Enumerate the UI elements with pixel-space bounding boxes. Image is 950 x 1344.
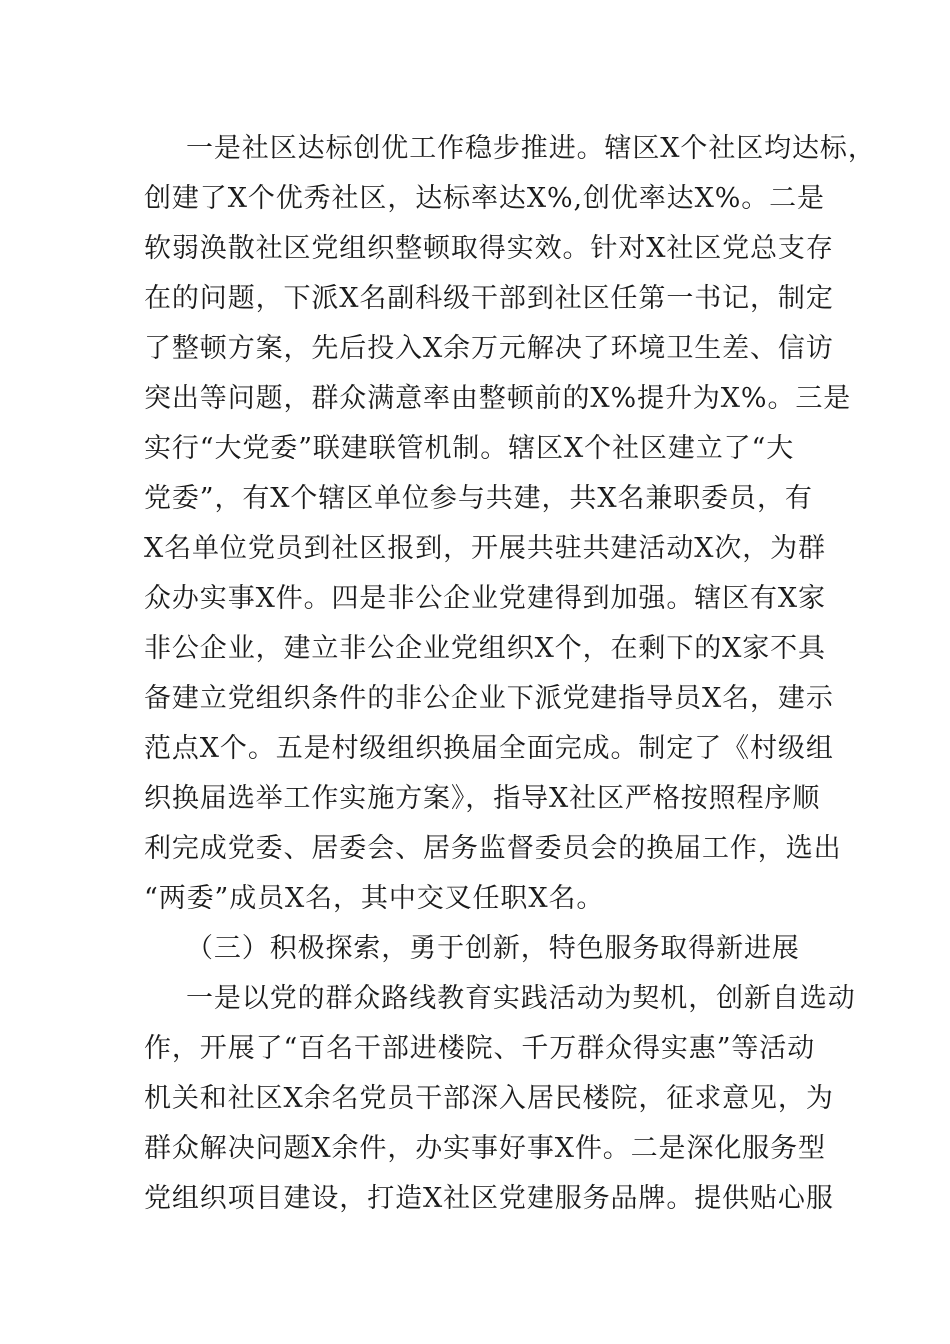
paragraph-line: X名单位党员到社区报到，开展共驻共建活动X次，为群 (144, 533, 826, 564)
paragraph-line: 创建了X个优秀社区，达标率达X%,创优率达X%。二是 (144, 183, 825, 214)
paragraph-line: 了整顿方案，先后投入X余万元解决了环境卫生差、信访 (144, 333, 834, 364)
paragraph-line: 作，开展了“百名干部进楼院、千万群众得实惠”等活动 (144, 1033, 816, 1064)
paragraph-line: 一是以党的群众路线教育实践活动为契机，创新自选动 (186, 983, 856, 1014)
paragraph-line: 党组织项目建设，打造X社区党建服务品牌。提供贴心服 (144, 1183, 834, 1214)
paragraph-line: 织换届选举工作实施方案》，指导X社区严格按照程序顺 (144, 783, 821, 814)
paragraph-line: 范点X个。五是村级组织换届全面完成。制定了《村级组 (144, 733, 834, 764)
paragraph-line: 一是社区达标创优工作稳步推进。辖区X个社区均达标， (186, 133, 876, 164)
paragraph-line: 软弱涣散社区党组织整顿取得实效。针对X社区党总支存 (144, 233, 834, 264)
paragraph-line: 备建立党组织条件的非公企业下派党建指导员X名，建示 (144, 683, 834, 714)
paragraph-line: “两委”成员X名，其中交叉任职X名。 (144, 883, 605, 914)
paragraph-line: 突出等问题，群众满意率由整顿前的X%提升为X%。三是 (144, 383, 852, 414)
paragraph-line: 利完成党委、居委会、居务监督委员会的换届工作，选出 (144, 833, 842, 864)
paragraph-line: 非公企业，建立非公企业党组织X个，在剩下的X家不具 (144, 633, 826, 664)
section-heading: （三）积极探索，勇于创新，特色服务取得新进展 (186, 933, 800, 964)
paragraph-line: 在的问题，下派X名副科级干部到社区任第一书记，制定 (144, 283, 834, 314)
paragraph-line: 党委”，有X个辖区单位参与共建，共X名兼职委员，有 (144, 483, 813, 514)
paragraph-line: 众办实事X件。四是非公企业党建得到加强。辖区有X家 (144, 583, 826, 614)
paragraph-line: 机关和社区X余名党员干部深入居民楼院，征求意见，为 (144, 1083, 834, 1114)
paragraph-line: 实行“大党委”联建联管机制。辖区X个社区建立了“大 (144, 433, 795, 464)
paragraph-line: 群众解决问题X余件，办实事好事X件。二是深化服务型 (144, 1133, 826, 1164)
